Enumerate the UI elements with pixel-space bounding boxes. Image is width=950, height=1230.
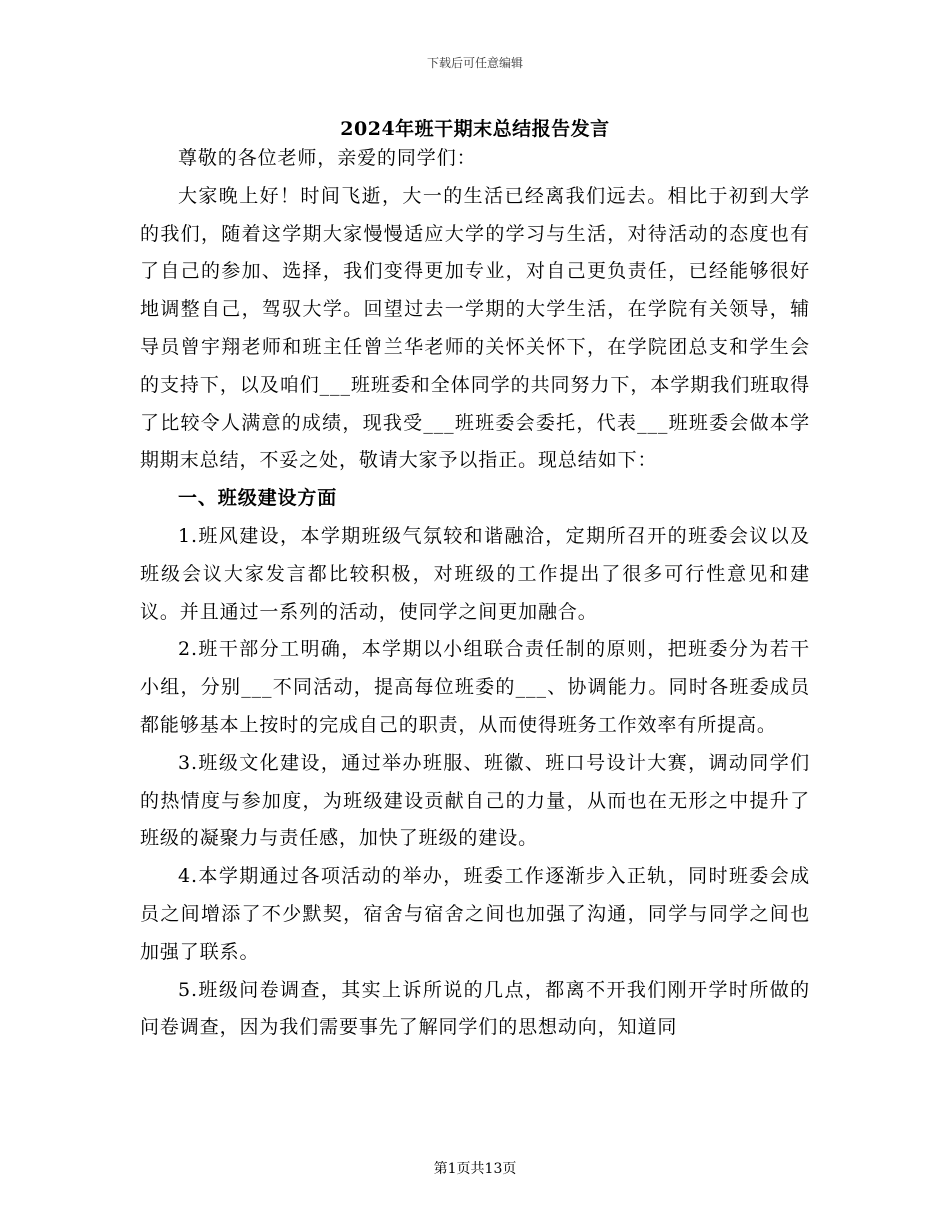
document-title: 2024年班干期末总结报告发言 xyxy=(340,118,610,140)
item-paragraph-1: 1.班风建设，本学期班级气氛较和谐融洽，定期所召开的班委会议以及班级会议大家发言都比较积极，对班级的工作提出了很多可行性意见和建议。并且通过一系列的活动，使同学之间更加融合。 xyxy=(140,524,810,623)
salutation-paragraph: 尊敬的各位老师，亲爱的同学们： xyxy=(178,147,477,169)
section-heading: 一、班级建设方面 xyxy=(178,487,338,510)
item-paragraph-2: 2.班干部分工明确，本学期以小组联合责任制的原则，把班委分为若干小组，分别___不同活动，提高每位班委的___、协调能力。同时各班委成员都能够基本上按时的完成自己的职责，从而使得班务工作效率有所提高。 xyxy=(140,638,810,736)
item-paragraph-3: 3.班级文化建设，通过举办班服、班徽、班口号设计大赛，调动同学们的热情度与参加度，为班级建设贡献自己的力量，从而也在无形之中提升了班级的凝聚力与责任感，加快了班级的建设。 xyxy=(140,751,810,850)
item-paragraph-4: 4.本学期通过各项活动的举办，班委工作逐渐步入正轨，同时班委会成员之间增添了不少默契，宿舍与宿舍之间也加强了沟通，同学与同学之间也加强了联系。 xyxy=(140,865,810,963)
header-note: 下载后可任意编辑 xyxy=(426,56,523,70)
intro-paragraph: 大家晚上好！时间飞逝，大一的生活已经离我们远去。相比于初到大学的我们，随着这学期大家慢慢适应大学的学习与生活，对待活动的态度也有了自己的参加、选择，我们变得更加专业，对自己更负责任，已经能够很好地调整自己，驾驭大学。回望过去一学期的大学生活，在学院有关领导，辅导员曾宇翔老师和班主任曾兰华老师的关怀关怀下，在学院团总支和学生会的支持下，以及咱们___班班委和全体同学的共同努力下，本学期我们班取得了比较令人满意的成绩，现我受___班班委会委托，代表___班班委会做本学期期末总结，不妥之处，敬请大家予以指正。现总结如下： xyxy=(140,184,810,472)
item-paragraph-5: 5.班级问卷调查，其实上诉所说的几点，都离不开我们刚开学时所做的问卷调查，因为我们需要事先了解同学们的思想动向，知道同 xyxy=(140,978,810,1039)
document-body xyxy=(140,140,810,1047)
page-footer: 第1页共13页 xyxy=(433,1161,517,1177)
